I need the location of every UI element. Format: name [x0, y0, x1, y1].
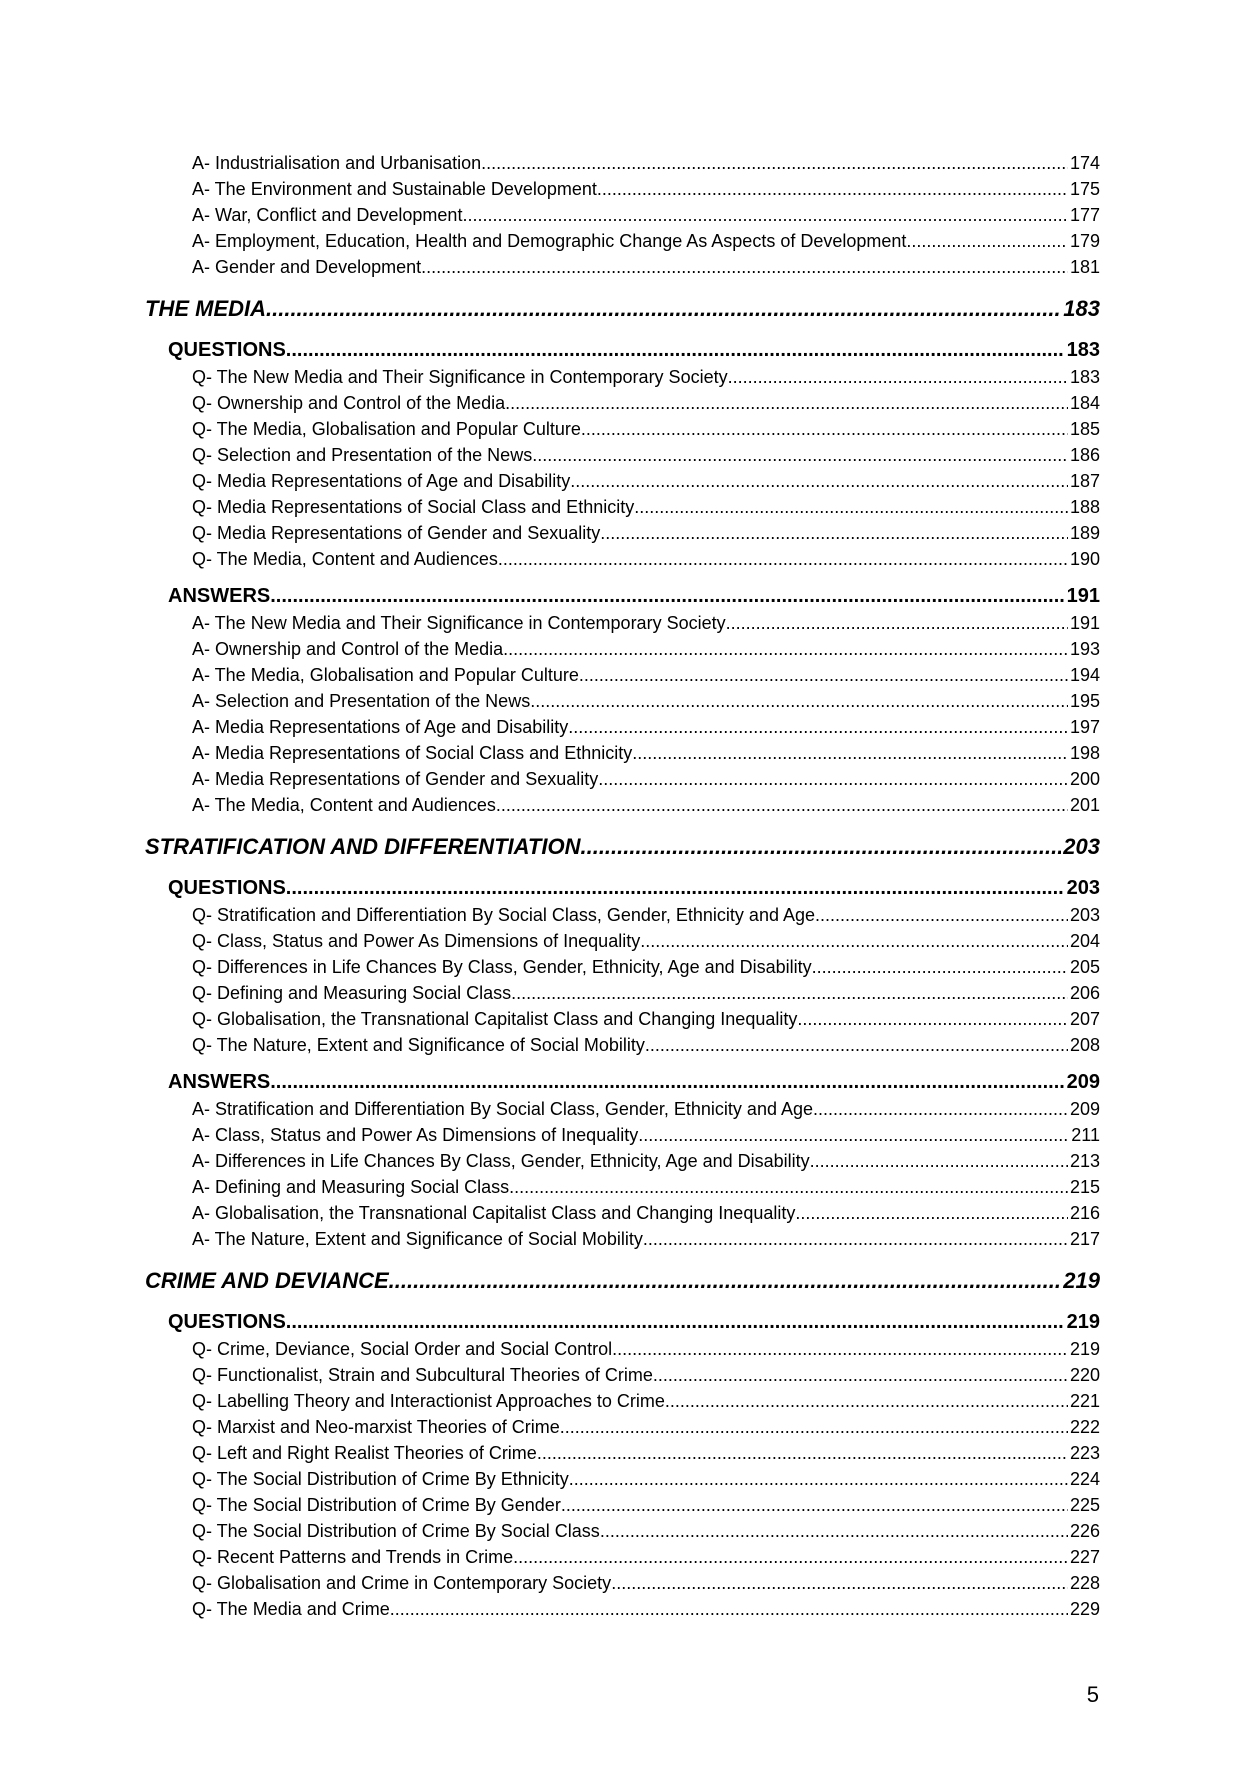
toc-entry[interactable] — [0, 228, 1100, 254]
toc-page-number: 189 — [1069, 523, 1100, 543]
dot-leader — [612, 1336, 1068, 1362]
dot-leader — [561, 1492, 1068, 1518]
toc-page-number: 187 — [1069, 471, 1100, 491]
toc-entry[interactable] — [0, 1518, 1100, 1544]
toc-section-heading[interactable] — [0, 832, 1100, 862]
toc-page-number: 221 — [1069, 1391, 1100, 1411]
toc-label: Q- The Media, Globalisation and Popular Culture — [192, 419, 581, 439]
toc-page-number: 201 — [1069, 795, 1100, 815]
toc-entry[interactable] — [0, 928, 1100, 954]
toc-label: A- The Nature, Extent and Significance of Social Mobility — [192, 1229, 643, 1249]
page-number: 5 — [1086, 1682, 1099, 1707]
toc-entry[interactable] — [0, 1544, 1100, 1570]
toc-entry[interactable] — [0, 1336, 1100, 1362]
toc-page-number: 184 — [1069, 393, 1100, 413]
toc-label: A- The New Media and Their Significance in Contemporary Society — [192, 613, 726, 633]
toc-label: Q- Media Representations of Social Class and Ethnicity — [192, 497, 635, 517]
toc-label: Q- Left and Right Realist Theories of Crime — [192, 1443, 537, 1463]
dot-leader — [537, 1440, 1068, 1466]
dot-leader — [645, 1032, 1068, 1058]
toc-label: Q- Media Representations of Gender and Sexuality — [192, 523, 601, 543]
toc-page-number: 209 — [1066, 1071, 1100, 1093]
toc-label: Q- The Social Distribution of Crime By Social Class — [192, 1521, 600, 1541]
dot-leader — [509, 1174, 1068, 1200]
toc-label: A- Employment, Education, Health and Demographic Change As Aspects of Development — [192, 231, 907, 251]
toc-entry[interactable] — [0, 902, 1100, 928]
dot-leader — [513, 1544, 1068, 1570]
dot-leader — [726, 610, 1068, 636]
dot-leader — [568, 714, 1068, 740]
dot-leader — [643, 1226, 1068, 1252]
toc-entry[interactable] — [0, 520, 1100, 546]
dot-leader — [598, 766, 1068, 792]
toc-entry[interactable] — [0, 1200, 1100, 1226]
toc-label: Q- Selection and Presentation of the News — [192, 445, 533, 465]
toc-entry[interactable] — [0, 1122, 1100, 1148]
toc-page-number: 183 — [1066, 339, 1100, 361]
toc-label: QUESTIONS — [168, 1311, 286, 1333]
toc-entry[interactable] — [0, 792, 1100, 818]
toc-entry[interactable] — [0, 1362, 1100, 1388]
toc-entry[interactable] — [0, 1096, 1100, 1122]
toc-entry[interactable] — [0, 442, 1100, 468]
toc-label: A- Selection and Presentation of the News — [192, 691, 531, 711]
toc-label: Q- The Media and Crime — [192, 1599, 390, 1619]
toc-label: Q- Ownership and Control of the Media — [192, 393, 506, 413]
toc-page-number: 209 — [1069, 1099, 1100, 1119]
dot-leader — [270, 582, 1064, 610]
toc-entry[interactable] — [0, 1032, 1100, 1058]
dot-leader — [266, 294, 1061, 324]
toc-label: Q- Globalisation, the Transnational Capitalist Class and Changing Inequality — [192, 1009, 798, 1029]
toc-label: Q- The Media, Content and Audiences — [192, 549, 498, 569]
toc-entry[interactable] — [0, 1596, 1100, 1622]
toc-label: Q- Media Representations of Age and Disability — [192, 471, 571, 491]
toc-entry[interactable] — [0, 636, 1100, 662]
dot-leader — [498, 546, 1068, 572]
toc-page-number: 223 — [1069, 1443, 1100, 1463]
dot-leader — [580, 832, 1061, 862]
toc-label: Q- Marxist and Neo-marxist Theories of Crime — [192, 1417, 560, 1437]
dot-leader — [795, 1200, 1068, 1226]
toc-label: Q- Stratification and Differentiation By Social Class, Gender, Ethnicity and Age — [192, 905, 815, 925]
toc-page-number: 219 — [1066, 1311, 1100, 1333]
toc-label: QUESTIONS — [168, 877, 286, 899]
toc-label: Q- Functionalist, Strain and Subcultural Theories of Crime — [192, 1365, 653, 1385]
toc-entry[interactable] — [0, 954, 1100, 980]
toc-page-number: 174 — [1069, 153, 1100, 173]
toc-page-number: 194 — [1069, 665, 1100, 685]
dot-leader — [286, 336, 1065, 364]
table-of-contents — [0, 150, 1244, 1622]
dot-leader — [810, 1148, 1068, 1174]
toc-subheading[interactable] — [0, 1308, 1100, 1336]
dot-leader — [812, 954, 1068, 980]
toc-label: A- Globalisation, the Transnational Capitalist Class and Changing Inequality — [192, 1203, 796, 1223]
toc-page-number: 198 — [1069, 743, 1100, 763]
dot-leader — [638, 1122, 1069, 1148]
toc-entry[interactable] — [0, 176, 1100, 202]
dot-leader — [569, 1466, 1068, 1492]
toc-label: Q- Labelling Theory and Interactionist Approaches to Crime — [192, 1391, 665, 1411]
dot-leader — [632, 740, 1068, 766]
toc-page-number: 191 — [1066, 585, 1100, 607]
toc-label: STRATIFICATION AND DIFFERENTIATION — [145, 834, 581, 859]
toc-entry[interactable] — [0, 1440, 1100, 1466]
toc-entry[interactable] — [0, 688, 1100, 714]
toc-page-number: 224 — [1069, 1469, 1100, 1489]
toc-page-number: 228 — [1069, 1573, 1100, 1593]
toc-page-number: 222 — [1069, 1417, 1100, 1437]
toc-label: Q- Differences in Life Chances By Class, Gender, Ethnicity, Age and Disability — [192, 957, 812, 977]
toc-label: Q- The Social Distribution of Crime By Gender — [192, 1495, 561, 1515]
toc-label: Q- Crime, Deviance, Social Order and Social Control — [192, 1339, 613, 1359]
toc-subheading[interactable] — [0, 1068, 1100, 1096]
dot-leader — [421, 254, 1068, 280]
dot-leader — [462, 202, 1068, 228]
toc-entry[interactable] — [0, 390, 1100, 416]
dot-leader — [597, 176, 1068, 202]
toc-page-number: 204 — [1069, 931, 1100, 951]
dot-leader — [532, 442, 1068, 468]
toc-entry[interactable] — [0, 1174, 1100, 1200]
toc-label: ANSWERS — [168, 1071, 271, 1093]
toc-entry[interactable] — [0, 546, 1100, 572]
toc-entry[interactable] — [0, 202, 1100, 228]
toc-label: Q- The Nature, Extent and Significance of Social Mobility — [192, 1035, 645, 1055]
toc-label: CRIME AND DEVIANCE — [145, 1268, 389, 1293]
toc-entry[interactable] — [0, 416, 1100, 442]
dot-leader — [600, 520, 1068, 546]
toc-label: Q- Globalisation and Crime in Contemporary Society — [192, 1573, 612, 1593]
dot-leader — [579, 662, 1068, 688]
dot-leader — [906, 228, 1068, 254]
toc-page-number: 220 — [1069, 1365, 1100, 1385]
dot-leader — [503, 636, 1068, 662]
toc-entry[interactable] — [0, 1414, 1100, 1440]
toc-page-number: 177 — [1069, 205, 1100, 225]
toc-entry[interactable] — [0, 494, 1100, 520]
toc-label: A- Stratification and Differentiation By Social Class, Gender, Ethnicity and Age — [192, 1099, 813, 1119]
toc-page-number: 175 — [1069, 179, 1100, 199]
dot-leader — [653, 1362, 1068, 1388]
dot-leader — [481, 150, 1068, 176]
toc-entry[interactable] — [0, 1226, 1100, 1252]
toc-entry[interactable] — [0, 740, 1100, 766]
dot-leader — [640, 928, 1068, 954]
toc-entry[interactable] — [0, 610, 1100, 636]
toc-page-number: 217 — [1069, 1229, 1100, 1249]
toc-label: A- Media Representations of Gender and Sexuality — [192, 769, 599, 789]
toc-entry[interactable] — [0, 1388, 1100, 1414]
dot-leader — [665, 1388, 1068, 1414]
toc-page-number: 207 — [1069, 1009, 1100, 1029]
toc-entry[interactable] — [0, 662, 1100, 688]
toc-label: ANSWERS — [168, 585, 271, 607]
dot-leader — [390, 1596, 1068, 1622]
toc-label: A- Industrialisation and Urbanisation — [192, 153, 482, 173]
dot-leader — [530, 688, 1068, 714]
toc-page-number: 215 — [1069, 1177, 1100, 1197]
toc-label: A- Defining and Measuring Social Class — [192, 1177, 510, 1197]
toc-label: Q- The Social Distribution of Crime By Ethnicity — [192, 1469, 569, 1489]
toc-label: A- The Media, Globalisation and Popular Culture — [192, 665, 579, 685]
toc-label: THE MEDIA — [145, 296, 266, 321]
toc-page-number: 205 — [1069, 957, 1100, 977]
toc-page-number: 185 — [1069, 419, 1100, 439]
toc-label: A- Ownership and Control of the Media — [192, 639, 504, 659]
toc-entry[interactable] — [0, 1466, 1100, 1492]
toc-label: Q- Recent Patterns and Trends in Crime — [192, 1547, 514, 1567]
toc-page-number: 200 — [1069, 769, 1100, 789]
toc-label: A- Gender and Development — [192, 257, 422, 277]
dot-leader — [286, 1308, 1065, 1336]
spacer — [0, 572, 1244, 582]
toc-page-number: 216 — [1069, 1203, 1100, 1223]
dot-leader — [505, 390, 1068, 416]
toc-page-number: 225 — [1069, 1495, 1100, 1515]
dot-leader — [581, 416, 1068, 442]
dot-leader — [600, 1518, 1068, 1544]
toc-label: A- The Environment and Sustainable Development — [192, 179, 597, 199]
toc-subheading[interactable] — [0, 582, 1100, 610]
toc-page-number: 186 — [1069, 445, 1100, 465]
dot-leader — [813, 1096, 1068, 1122]
toc-page-number: 226 — [1069, 1521, 1100, 1541]
toc-page-number: 191 — [1069, 613, 1100, 633]
toc-page-number: 181 — [1069, 257, 1100, 277]
toc-page-number: 197 — [1069, 717, 1100, 737]
toc-page-number: 188 — [1069, 497, 1100, 517]
toc-page-number: 193 — [1069, 639, 1100, 659]
toc-page-number: 208 — [1069, 1035, 1100, 1055]
toc-page-number: 203 — [1066, 877, 1100, 899]
toc-page-number: 203 — [1069, 905, 1100, 925]
toc-page-number: 211 — [1071, 1125, 1100, 1145]
toc-label: A- Class, Status and Power As Dimensions of Inequality — [192, 1125, 639, 1145]
toc-label: QUESTIONS — [168, 339, 286, 361]
toc-page-number: 219 — [1069, 1339, 1100, 1359]
dot-leader — [270, 1068, 1064, 1096]
dot-leader — [389, 1266, 1062, 1296]
dot-leader — [611, 1570, 1068, 1596]
dot-leader — [797, 1006, 1068, 1032]
toc-page-number: 206 — [1069, 983, 1100, 1003]
toc-label: A- The Media, Content and Audiences — [192, 795, 496, 815]
toc-section-heading[interactable] — [0, 294, 1100, 324]
dot-leader — [286, 874, 1065, 902]
toc-section-heading[interactable] — [0, 1266, 1100, 1296]
toc-subheading[interactable] — [0, 874, 1100, 902]
toc-label: Q- Class, Status and Power As Dimensions of Inequality — [192, 931, 641, 951]
dot-leader — [728, 364, 1068, 390]
toc-label: Q- Defining and Measuring Social Class — [192, 983, 512, 1003]
dot-leader — [560, 1414, 1068, 1440]
toc-entry[interactable] — [0, 1006, 1100, 1032]
toc-page-number: 195 — [1069, 691, 1100, 711]
toc-page-number: 213 — [1069, 1151, 1100, 1171]
toc-entry[interactable] — [0, 1570, 1100, 1596]
toc-subheading[interactable] — [0, 336, 1100, 364]
toc-page-number: 183 — [1063, 296, 1100, 321]
toc-entry[interactable] — [0, 254, 1100, 280]
toc-page-number: 227 — [1069, 1547, 1100, 1567]
toc-entry[interactable] — [0, 150, 1100, 176]
toc-label: A- War, Conflict and Development — [192, 205, 463, 225]
dot-leader — [570, 468, 1068, 494]
toc-entry[interactable] — [0, 468, 1100, 494]
toc-label: Q- The New Media and Their Significance in Contemporary Society — [192, 367, 728, 387]
toc-entry[interactable] — [0, 1492, 1100, 1518]
spacer — [0, 1058, 1244, 1068]
toc-label: A- Differences in Life Chances By Class, Gender, Ethnicity, Age and Disability — [192, 1151, 810, 1171]
toc-page-number: 179 — [1069, 231, 1100, 251]
toc-entry[interactable] — [0, 766, 1100, 792]
dot-leader — [815, 902, 1068, 928]
toc-entry[interactable] — [0, 980, 1100, 1006]
toc-page-number: 183 — [1069, 367, 1100, 387]
toc-page-number: 229 — [1069, 1599, 1100, 1619]
toc-entry[interactable] — [0, 714, 1100, 740]
dot-leader — [634, 494, 1068, 520]
toc-entry[interactable] — [0, 364, 1100, 390]
toc-page-number: 190 — [1069, 549, 1100, 569]
toc-label: A- Media Representations of Age and Disability — [192, 717, 569, 737]
toc-label: A- Media Representations of Social Class and Ethnicity — [192, 743, 633, 763]
dot-leader — [496, 792, 1068, 818]
toc-page-number: 203 — [1063, 834, 1100, 859]
toc-page-number: 219 — [1063, 1268, 1100, 1293]
toc-entry[interactable] — [0, 1148, 1100, 1174]
dot-leader — [511, 980, 1068, 1006]
